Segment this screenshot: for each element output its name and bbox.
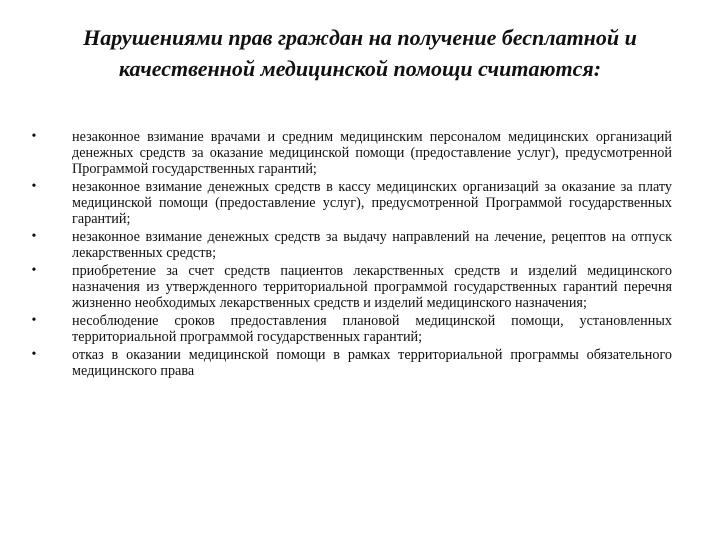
list-item — [28, 129, 672, 177]
title-line-1: Нарушениями прав граждан на получение бесплатной и — [83, 25, 637, 50]
bullet-icon: • — [31, 313, 37, 328]
title-line-2: качественной медицинской помощи считаются: — [118, 56, 602, 81]
page-title — [40, 22, 680, 84]
list-item — [28, 347, 672, 379]
list-item — [28, 179, 672, 227]
list-item — [28, 313, 672, 345]
list-item-text: отказ в оказании медицинской помощи в рамках территориальной программы обязательного медицинского права — [72, 347, 672, 379]
list-item-text: приобретение за счет средств пациентов лекарственных средств и изделий медицинского назначения из утвержденного территориальной программой государственных гарантий перечня жизненно необходимых лекарственных средств и изделий медицинского назначения; — [72, 263, 672, 311]
list-item-text: незаконное взимание денежных средств в кассу медицинских организаций за оказание за плату медицинской помощи (предоставление услуг), предусмотренной Программой государственных гарантий; — [72, 179, 672, 227]
bullet-icon: • — [31, 179, 37, 194]
list-item — [28, 229, 672, 261]
bullet-icon: • — [31, 263, 37, 278]
list-item-text: несоблюдение сроков предоставления плановой медицинской помощи, установленных территориальной программой государственных гарантий; — [72, 313, 672, 345]
bullet-icon: • — [31, 129, 37, 144]
list-item — [28, 263, 672, 311]
list-item-text: незаконное взимание врачами и средним медицинским персоналом медицинских организаций денежных средств за оказание медицинской помощи (предоставление услуг), предусмотренной Программой государственных гарантий; — [72, 129, 672, 177]
bullet-icon: • — [31, 347, 37, 362]
violations-list — [28, 129, 672, 381]
list-item-text: незаконное взимание денежных средств за выдачу направлений на лечение, рецептов на отпуск лекарственных средств; — [72, 229, 672, 261]
bullet-icon: • — [31, 229, 37, 244]
